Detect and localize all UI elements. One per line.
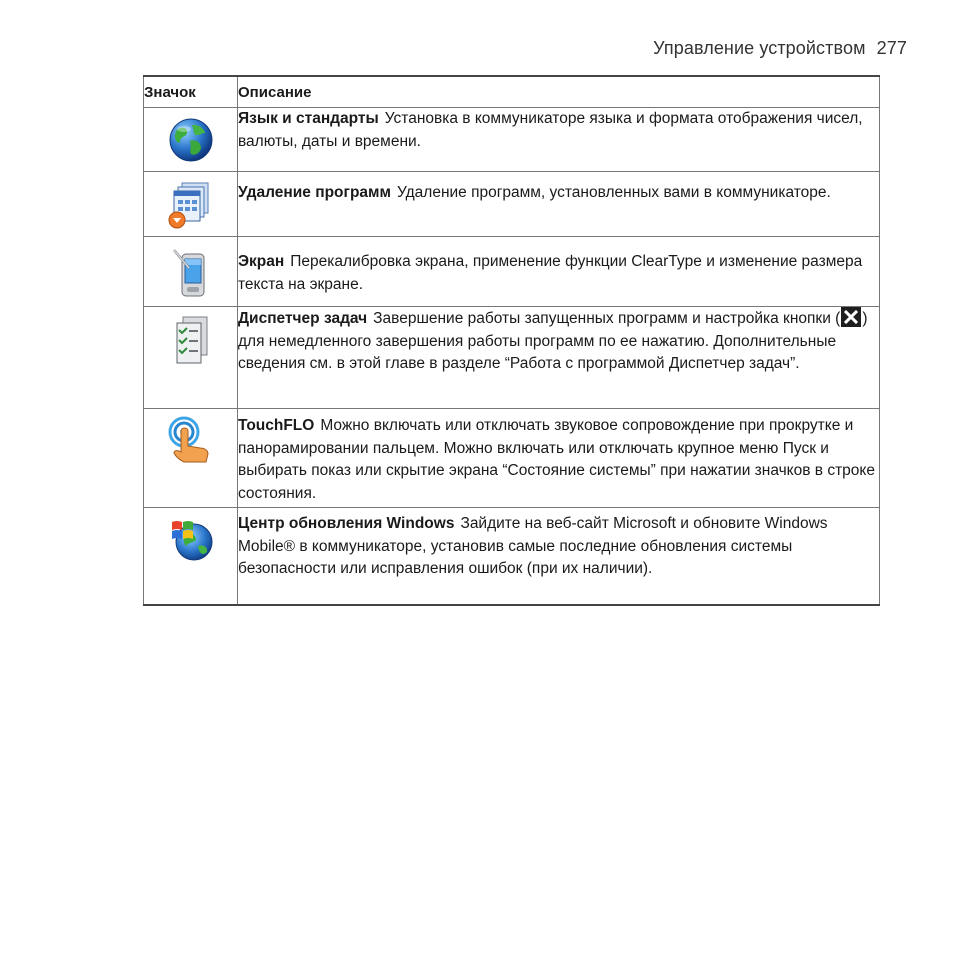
- task-manager-icon: [169, 315, 213, 367]
- description-cell: [238, 508, 880, 605]
- icon-cell: [144, 237, 238, 307]
- row-title: Центр обновления Windows: [238, 515, 455, 532]
- icon-cell: [144, 409, 238, 508]
- table-row: [144, 237, 880, 307]
- table-row: [144, 108, 880, 172]
- description-cell: [238, 108, 880, 172]
- globe-icon: [168, 117, 214, 163]
- row-text: Зайдите на веб-сайт Microsoft и обновите Windows Mobile® в коммуникаторе, установив самые последние обновления системы безопасности или исправления ошибок (при их наличии).: [238, 515, 828, 577]
- close-x-button-icon: [841, 307, 861, 327]
- description-cell: [238, 307, 880, 409]
- settings-icons-table: [143, 75, 880, 606]
- icon-cell: [144, 508, 238, 605]
- table-row: [144, 508, 880, 605]
- table-header-row: [144, 76, 880, 108]
- row-title: Удаление программ: [238, 184, 391, 201]
- row-text: Перекалибровка экрана, применение функции ClearType и изменение размера текста на экране.: [238, 253, 863, 293]
- table-row: [144, 409, 880, 508]
- row-text: Можно включать или отключать звуковое сопровождение при прокрутке и панорамировании пальцем. Можно включать или отключать крупное меню Пуск и выбирать показ или скрытие экрана “Состояние системы” при нажатии значков в строке состояния.: [238, 417, 875, 502]
- page-number: 277: [876, 38, 907, 58]
- windows-update-icon: [168, 516, 214, 562]
- row-title: TouchFLO: [238, 417, 315, 434]
- icon-cell: [144, 108, 238, 172]
- description-cell: [238, 237, 880, 307]
- row-title: Экран: [238, 253, 285, 270]
- row-text: Установка в коммуникаторе языка и формата отображения чисел, валюты, даты и времени.: [238, 110, 863, 150]
- section-title: Управление устройством: [653, 38, 866, 58]
- description-cell: [238, 172, 880, 237]
- touchflo-icon: [166, 416, 216, 466]
- row-text-after: ) для немедленного завершения работы программ по ее нажатию. Дополнительные сведения см. в этой главе в разделе “Работа с программой Диспетчер задач”.: [238, 310, 868, 372]
- page-header: [653, 38, 907, 59]
- column-header-icon: Значок: [144, 76, 238, 108]
- column-header-description: Описание: [238, 76, 880, 108]
- row-title: Диспетчер задач: [238, 310, 368, 327]
- remove-programs-icon: [168, 180, 214, 230]
- icon-cell: [144, 172, 238, 237]
- screen-calibration-icon: [168, 246, 214, 300]
- table-row: [144, 307, 880, 409]
- row-text-before: Завершение работы запущенных программ и настройка кнопки (: [373, 310, 841, 327]
- icon-cell: [144, 307, 238, 409]
- table-row: [144, 172, 880, 237]
- row-title: Язык и стандарты: [238, 110, 379, 127]
- description-cell: [238, 409, 880, 508]
- row-text: Удаление программ, установленных вами в коммуникаторе.: [396, 184, 831, 201]
